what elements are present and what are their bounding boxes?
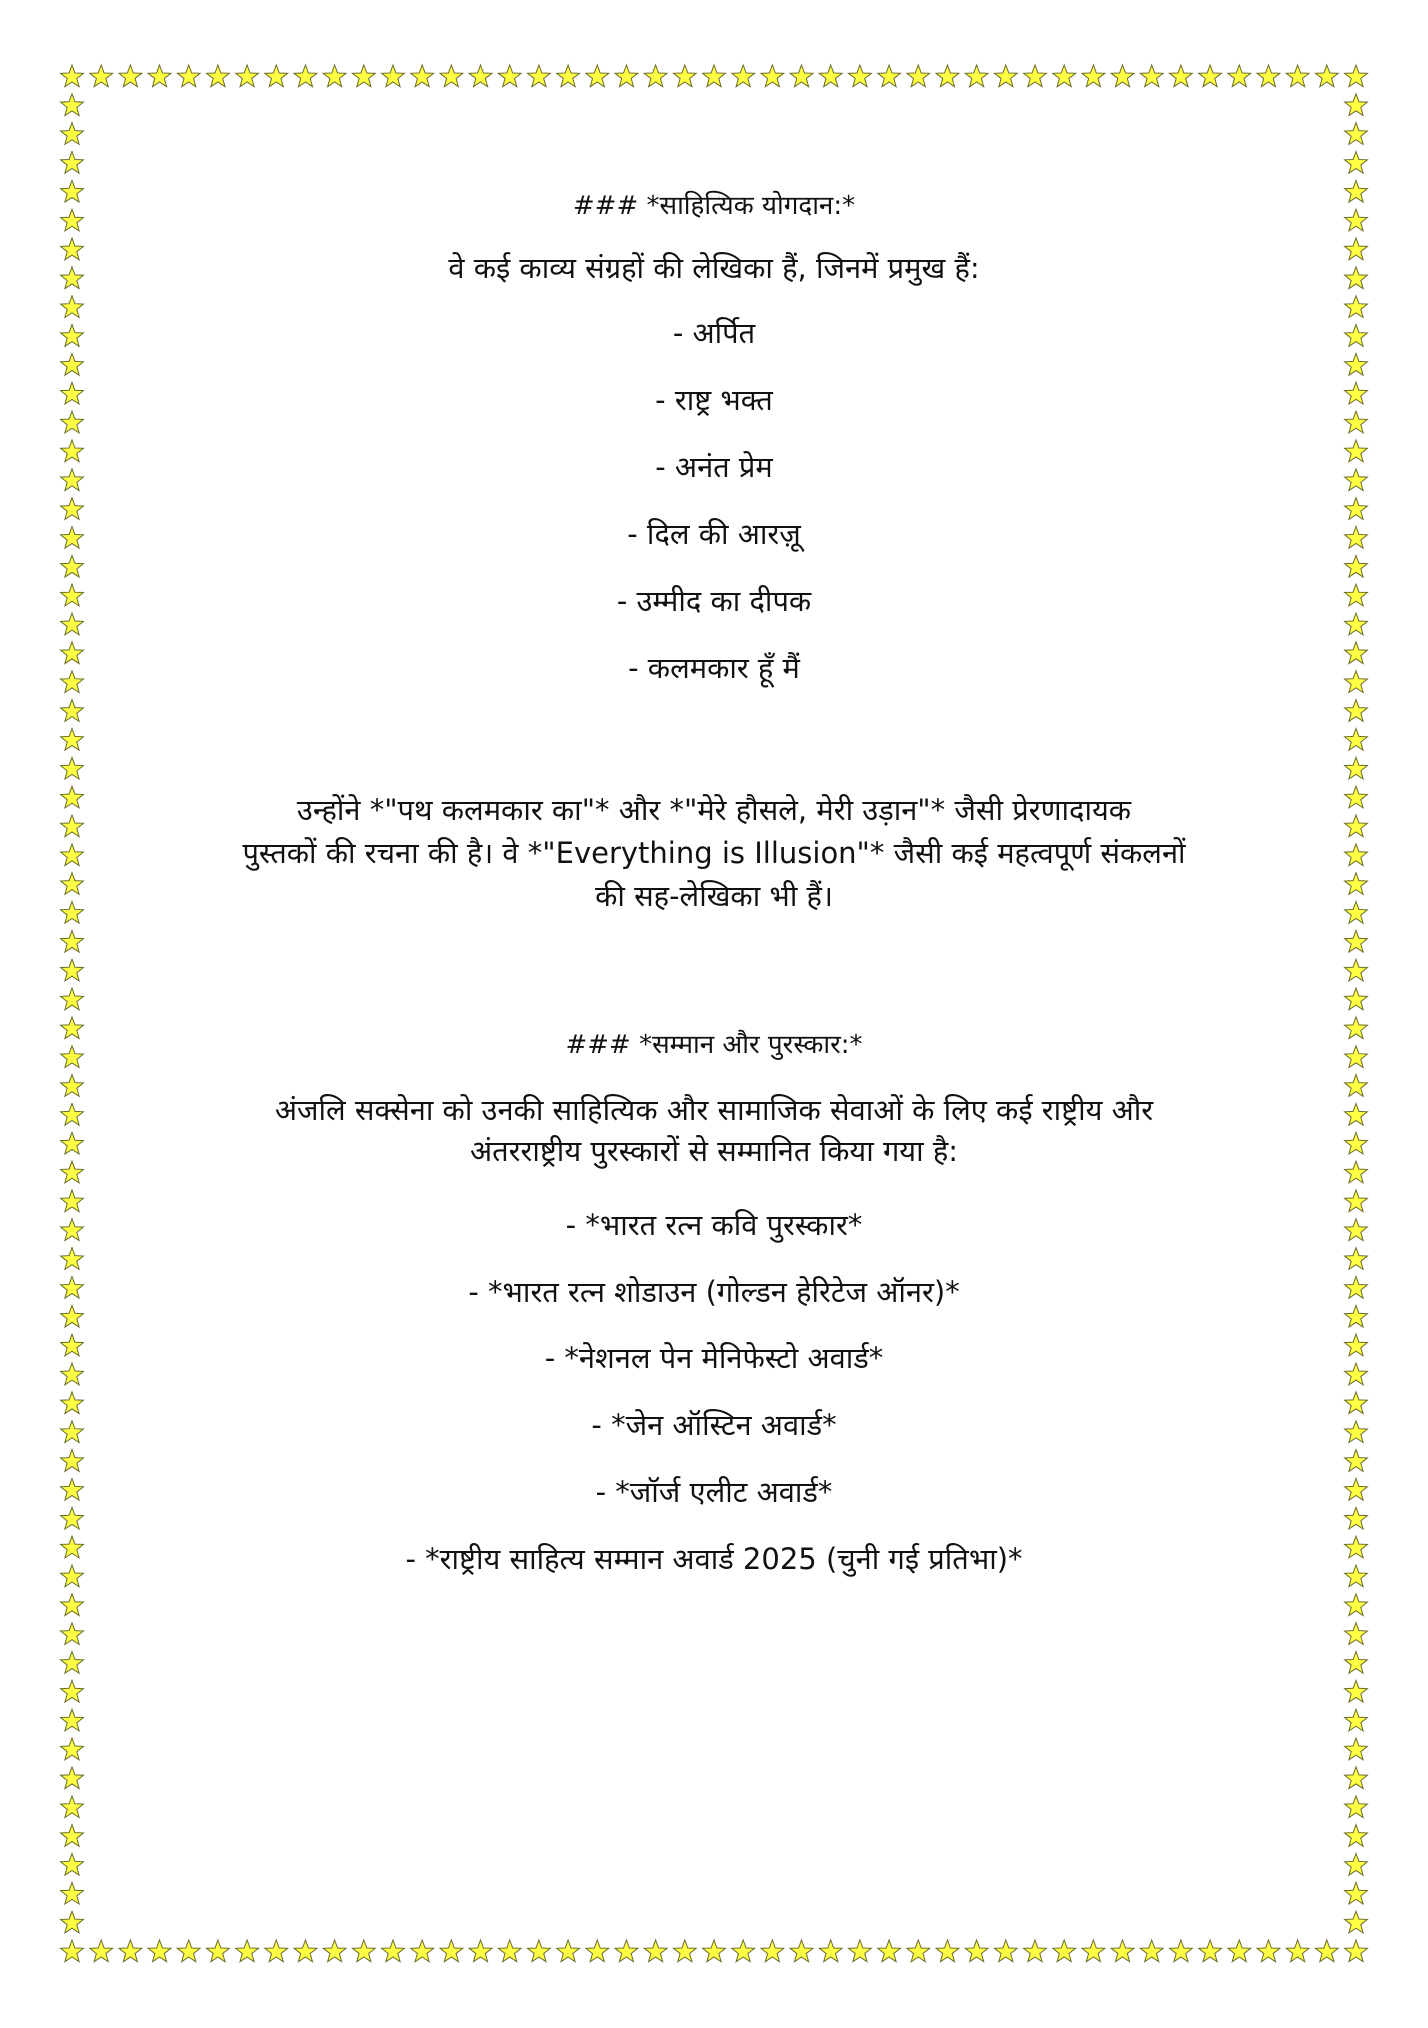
star-icon [236,65,259,87]
star-icon [61,1940,84,1962]
star-icon [294,1940,317,1962]
star-icon [1315,65,1338,87]
star-icon [1140,1940,1163,1962]
star-icon [411,65,434,87]
star-icon [61,988,84,1010]
star-icon [1345,959,1368,981]
star-icon [1345,152,1368,174]
star-icon [761,1940,784,1962]
star-icon [732,65,755,87]
star-icon [148,65,171,87]
star-icon [119,1940,142,1962]
star-icon [849,65,872,87]
star-icon [119,65,142,87]
star-icon [1345,1652,1368,1674]
literary-intro: वे कई काव्य संग्रहों की लेखिका हैं, जिनमें प्रमुख हैं: [448,251,980,285]
star-icon [1345,65,1368,87]
star-icon [732,1940,755,1962]
star-icon [936,1940,959,1962]
star-icon [1345,555,1368,577]
star-icon [148,1940,171,1962]
star-icon [61,1825,84,1847]
star-icon [61,1248,84,1270]
star-icon [644,1940,667,1962]
star-icon [61,1882,84,1904]
star-icon [790,65,813,87]
star-icon [1345,1796,1368,1818]
star-icon [382,1940,405,1962]
book-item: - कलमकार हूँ मैं [628,651,800,685]
star-icon [61,1767,84,1789]
star-icon [1024,1940,1047,1962]
star-icon [1345,1248,1368,1270]
star-icon [498,65,521,87]
paragraph-line: की सह-लेखिका भी हैं। [595,879,833,913]
award-item: - *भारत रत्न शोडाउन (गोल्डन हेरिटेज ऑनर)* [468,1275,960,1309]
star-icon [1170,1940,1193,1962]
star-icon [61,1709,84,1731]
star-icon [907,65,930,87]
star-icon [1082,1940,1105,1962]
star-icon [323,65,346,87]
awards-intro-line: अंजलि सक्सेना को उनकी साहित्यिक और सामाजिक सेवाओं के लिए कई राष्ट्रीय और [274,1093,1154,1127]
star-icon [878,1940,901,1962]
star-icon [1286,1940,1309,1962]
star-icon [1111,65,1134,87]
star-icon [1345,1680,1368,1702]
star-icon [1228,65,1251,87]
star-icon [528,65,551,87]
star-icon [761,65,784,87]
star-icon [61,1738,84,1760]
star-icon [61,1911,84,1933]
star-icon [177,1940,200,1962]
star-icon [1053,1940,1076,1962]
star-icon [819,1940,842,1962]
award-item: - *जॉर्ज एलीट अवार्ड* [595,1475,833,1509]
star-icon [1228,1940,1251,1962]
star-icon [878,65,901,87]
star-icon [1257,1940,1280,1962]
star-icon [294,65,317,87]
star-icon [177,65,200,87]
awards-heading: ### *सम्मान और पुरस्कार:* [565,1030,863,1060]
star-icon [557,1940,580,1962]
star-icon [1345,1767,1368,1789]
book-item: - अर्पित [672,316,756,350]
star-icon [528,1940,551,1962]
star-icon [469,1940,492,1962]
star-icon [1024,65,1047,87]
star-icon [265,1940,288,1962]
star-icon [1345,988,1368,1010]
star-icon [61,1623,84,1645]
star-icon [61,123,84,145]
star-icon [849,1940,872,1962]
awards-intro-line: अंतरराष्ट्रीय पुरस्कारों से सम्मानित किया गया है: [469,1134,959,1168]
star-icon [1257,65,1280,87]
star-icon [1345,123,1368,145]
star-icon [61,354,84,376]
star-icon [1345,729,1368,751]
star-icon [61,152,84,174]
star-icon [936,65,959,87]
star-icon [352,1940,375,1962]
star-icon [207,1940,230,1962]
star-icon [1345,1825,1368,1847]
star-icon [61,729,84,751]
star-icon [61,1594,84,1616]
star-icon [907,1940,930,1962]
star-icon [1345,1623,1368,1645]
star-icon [1345,354,1368,376]
star-icon [1199,65,1222,87]
star-icon [790,1940,813,1962]
star-icon [673,1940,696,1962]
star-icon [586,1940,609,1962]
star-icon [1053,65,1076,87]
star-icon [1345,1854,1368,1876]
star-icon [61,94,84,116]
star-icon [61,1854,84,1876]
star-icon [1199,1940,1222,1962]
star-icon [352,65,375,87]
star-icon [557,65,580,87]
star-icon [469,65,492,87]
star-icon [1082,65,1105,87]
star-icon [61,930,84,952]
star-icon [440,65,463,87]
book-item: - अनंत प्रेम [655,450,773,484]
star-icon [411,1940,434,1962]
star-icon [61,1796,84,1818]
star-icon [1345,1911,1368,1933]
star-icon [1345,94,1368,116]
star-icon [1345,1450,1368,1472]
star-icon [207,65,230,87]
star-icon [994,65,1017,87]
star-icon [1345,700,1368,722]
book-item: - राष्ट्र भक्त [655,383,773,417]
star-icon [1286,65,1309,87]
award-item: - *भारत रत्न कवि पुरस्कार* [565,1208,863,1242]
star-icon [61,959,84,981]
star-icon [1111,1940,1134,1962]
star-icon [1315,1940,1338,1962]
star-icon [61,1680,84,1702]
star-icon [1170,65,1193,87]
star-icon [382,65,405,87]
star-icon [61,555,84,577]
award-item: - *नेशनल पेन मेनिफेस्टो अवार्ड* [544,1341,884,1375]
star-icon [323,1940,346,1962]
star-icon [440,1940,463,1962]
book-item: - उम्मीद का दीपक [616,584,812,618]
star-icon [1345,930,1368,952]
star-icon [1345,1738,1368,1760]
star-icon [1140,65,1163,87]
star-icon [615,65,638,87]
book-item: - दिल की आरज़ू [627,517,801,551]
star-icon [265,65,288,87]
star-icon [61,700,84,722]
star-icon [498,1940,521,1962]
star-icon [586,65,609,87]
star-icon [61,65,84,87]
star-icon [819,65,842,87]
award-item: - *राष्ट्रीय साहित्य सम्मान अवार्ड 2025 (चुनी गई प्रतिभा)* [405,1542,1023,1576]
literary-heading: ### *साहित्यिक योगदान:* [572,191,856,221]
star-icon [61,757,84,779]
paragraph-line: पुस्तकों की रचना की है। वे *"Everything is Illusion"* जैसी कई महत्वपूर्ण संकलनों [242,836,1186,870]
star-icon [236,1940,259,1962]
star-icon [644,65,667,87]
star-icon [61,1652,84,1674]
star-icon [1345,1882,1368,1904]
star-icon [703,65,726,87]
star-icon [90,65,113,87]
star-icon [61,1450,84,1472]
award-item: - *जेन ऑस्टिन अवार्ड* [591,1408,837,1442]
star-icon [1345,1709,1368,1731]
paragraph-line: उन्होंने *"पथ कलमकार का"* और *"मेरे हौसले, मेरी उड़ान"* जैसी प्रेरणादायक [296,793,1132,827]
star-icon [673,65,696,87]
star-icon [1345,757,1368,779]
star-icon [615,1940,638,1962]
star-icon [965,1940,988,1962]
star-icon [965,65,988,87]
star-icon [1345,1594,1368,1616]
star-icon [994,1940,1017,1962]
star-icon [1345,1940,1368,1962]
star-icon [703,1940,726,1962]
star-icon [90,1940,113,1962]
